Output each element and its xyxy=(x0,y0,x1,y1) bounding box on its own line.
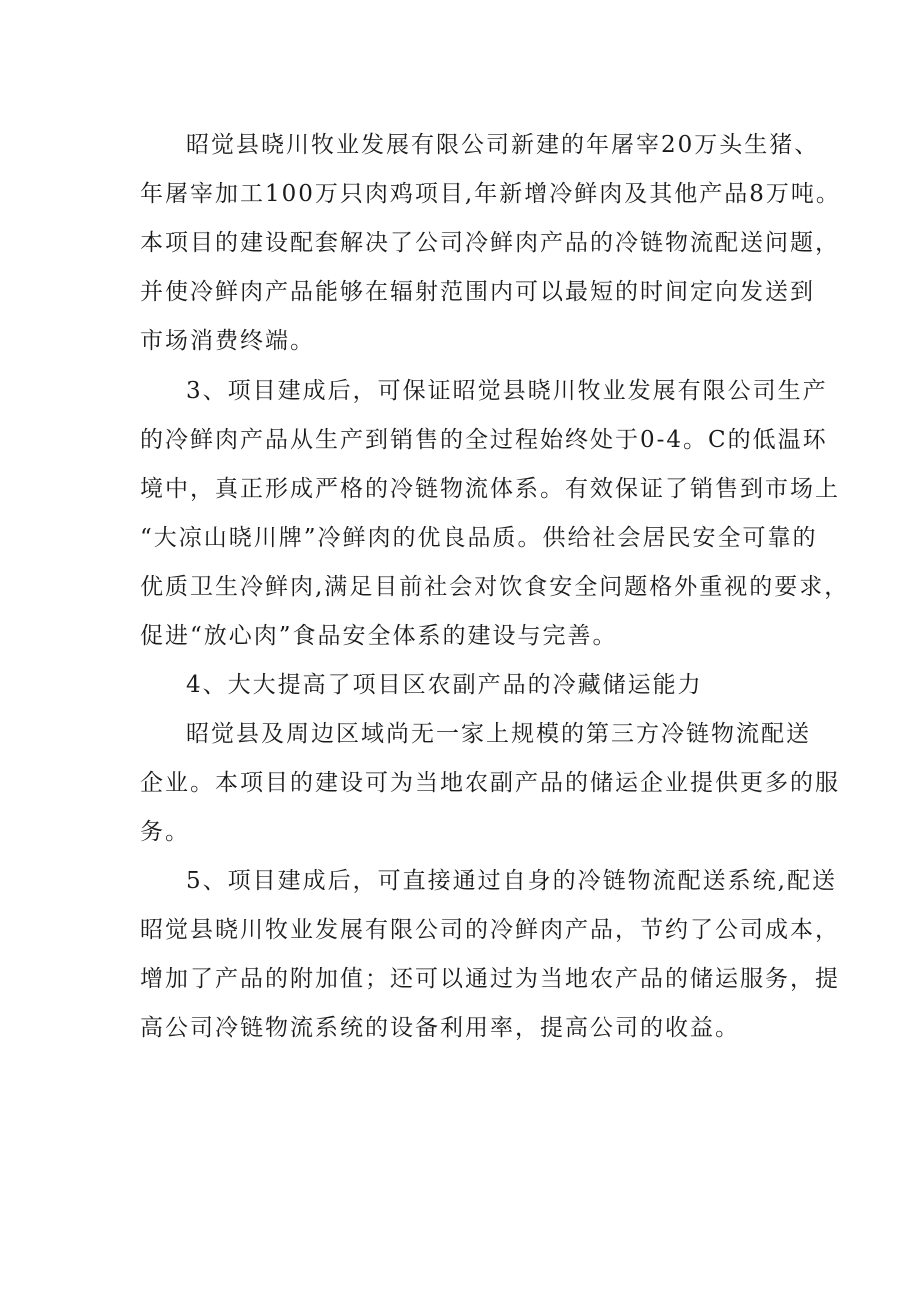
text-line: 5、项目建成后，可直接通过自身的冷链物流配送系统,配送 xyxy=(186,868,837,894)
text-line: 企业。本项目的建设可为当地农副产品的储运企业提供更多的服 xyxy=(140,770,840,796)
text-line: 昭觉县及周边区域尚无一家上规模的第三方冷链物流配送 xyxy=(186,721,811,747)
text-line: 的冷鲜肉产品从生产到销售的全过程始终处于0-4。C的低温环 xyxy=(140,427,828,453)
text-line: 4、大大提高了项目区农副产品的冷藏储运能力 xyxy=(186,672,703,698)
text-line: 务。 xyxy=(140,819,190,845)
text-line: 年屠宰加工100万只肉鸡项目,年新增冷鲜肉及其他产品8万吨。 xyxy=(140,181,841,207)
text-line: 3、项目建成后，可保证昭觉县晓川牧业发展有限公司生产 xyxy=(186,378,828,404)
text-line: 昭觉县晓川牧业发展有限公司新建的年屠宰20万头生猪、 xyxy=(186,132,820,158)
text-line: 促进“放心肉”食品安全体系的建设与完善。 xyxy=(140,623,618,649)
text-line: 昭觉县晓川牧业发展有限公司的冷鲜肉产品，节约了公司成本， xyxy=(140,917,840,943)
text-line: 并使冷鲜肉产品能够在辐射范围内可以最短的时间定向发送到 xyxy=(140,279,815,305)
text-line: “大凉山晓川牌”冷鲜肉的优良品质。供给社会居民安全可靠的 xyxy=(140,525,818,551)
text-line: 优质卫生冷鲜肉,满足目前社会对饮食安全问题格外重视的要求， xyxy=(140,574,850,600)
text-line: 本项目的建设配套解决了公司冷鲜肉产品的冷链物流配送问题， xyxy=(140,230,840,256)
text-line: 高公司冷链物流系统的设备利用率，提高公司的收益。 xyxy=(140,1015,740,1041)
text-line: 市场消费终端。 xyxy=(140,328,315,354)
text-line: 增加了产品的附加值；还可以通过为当地农产品的储运服务，提 xyxy=(140,966,840,992)
text-line: 境中，真正形成严格的冷链物流体系。有效保证了销售到市场上 xyxy=(140,476,840,502)
